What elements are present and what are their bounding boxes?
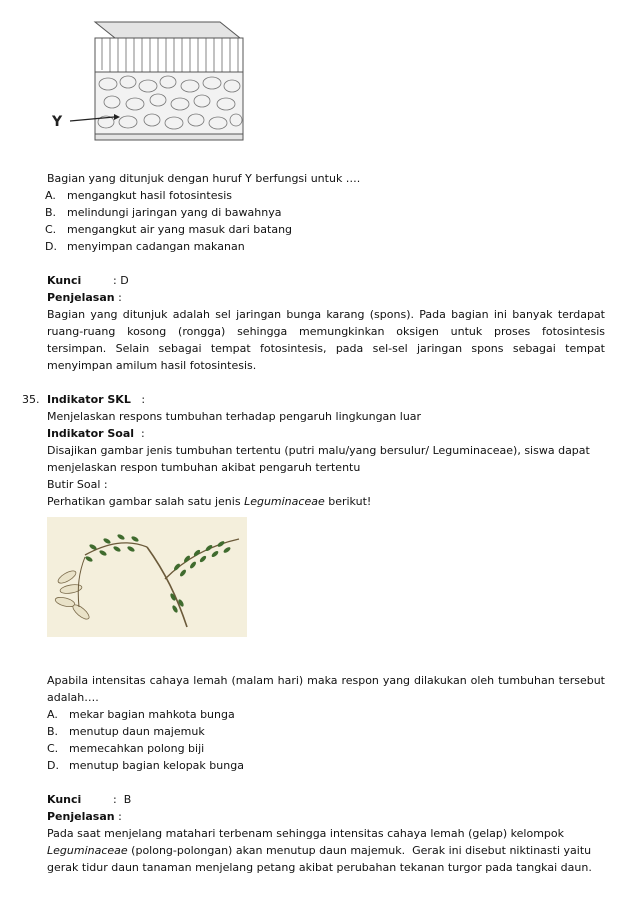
explanation-line: [47, 844, 591, 858]
answer-key: [47, 274, 129, 288]
answer-key-label: Kunci: [47, 793, 82, 806]
explanation-text: (polong-polongan) akan menutup daun majemuk. Gerak ini disebut niktinasti yaitu: [127, 844, 592, 857]
option-a: [47, 708, 235, 722]
option-letter: C.: [45, 223, 57, 236]
explanation-italic: Leguminaceae: [47, 844, 128, 857]
explanation-label: Penjelasan: [47, 291, 115, 304]
indikator-soal-heading: [47, 427, 145, 441]
question-number: 35.: [22, 393, 40, 406]
question-stem-line: Apabila intensitas cahaya lemah (malam hari) maka respon yang dilakukan oleh tumbuhan tersebut: [47, 674, 605, 687]
option-text: menutup bagian kelopak bunga: [69, 759, 244, 772]
option-c: [47, 742, 204, 756]
explanation-heading: [47, 810, 122, 824]
indikator-skl-label: Indikator SKL: [47, 393, 131, 406]
answer-key-value: : B: [113, 793, 132, 806]
explanation-heading: [47, 291, 122, 305]
answer-key: [47, 793, 131, 807]
leaf-cross-section-figure: [40, 0, 250, 150]
leguminaceae-plant-figure: [47, 517, 247, 637]
figure-label-y: Y: [52, 114, 63, 130]
option-text: mengangkut air yang masuk dari batang: [67, 223, 293, 236]
explanation-line: gerak tidur daun tanaman menjelang petang akibat perubahan tekanan turgor pada tangkai daun.: [47, 861, 592, 874]
explanation-line: ruang-ruang kosong (rongga) sehingga memungkinkan oksigen untuk proses fotosintesis: [47, 325, 605, 338]
explanation-colon: :: [114, 291, 122, 304]
question-stem-line: adalah….: [47, 691, 99, 704]
indikator-soal-colon: :: [134, 427, 145, 440]
answer-key-value: : D: [113, 274, 129, 287]
instruction-line: [47, 495, 371, 509]
explanation-line: tersimpan. Selain sebagai tempat fotosintesis, pada sel-sel jaringan spons sebagai tempat: [47, 342, 605, 355]
instruction-post: berikut!: [324, 495, 372, 508]
option-b: [47, 725, 205, 739]
option-text: menutup daun majemuk: [69, 725, 205, 738]
instruction-pre: Perhatikan gambar salah satu jenis: [47, 495, 245, 508]
option-b: [45, 206, 281, 220]
option-letter: C.: [47, 742, 59, 755]
explanation-line: Bagian yang ditunjuk adalah sel jaringan bunga karang (spons). Pada bagian ini banyak terdapat: [47, 308, 605, 321]
option-d: [47, 759, 244, 773]
option-c: [45, 223, 292, 237]
option-letter: B.: [45, 206, 57, 219]
explanation-line: Pada saat menjelang matahari terbenam sehingga intensitas cahaya lemah (gelap) kelompok: [47, 827, 565, 840]
option-text: melindungi jaringan yang di bawahnya: [67, 206, 282, 219]
indikator-soal-label: Indikator Soal: [47, 427, 135, 440]
explanation-label: Penjelasan: [47, 810, 115, 823]
explanation-line: menyimpan amilum hasil fotosintesis.: [47, 359, 257, 372]
option-text: memecahkan polong biji: [69, 742, 205, 755]
indikator-soal-line: Disajikan gambar jenis tumbuhan tertentu (putri malu/yang bersulur/ Leguminaceae), siswa dapat: [47, 444, 590, 457]
indikator-skl-text: Menjelaskan respons tumbuhan terhadap pengaruh lingkungan luar: [47, 410, 422, 423]
option-text: mekar bagian mahkota bunga: [69, 708, 235, 721]
indikator-soal-line: menjelaskan respon tumbuhan akibat pengaruh tertentu: [47, 461, 361, 474]
option-letter: D.: [45, 240, 57, 253]
indikator-skl-colon: :: [130, 393, 146, 406]
indikator-skl-heading: [47, 393, 145, 407]
explanation-colon: :: [114, 810, 122, 823]
option-letter: D.: [47, 759, 59, 772]
option-letter: A.: [47, 708, 58, 721]
question-stem: Bagian yang ditunjuk dengan huruf Y berfungsi untuk ….: [47, 172, 361, 185]
answer-key-label: Kunci: [47, 274, 82, 287]
option-text: mengangkut hasil fotosintesis: [67, 189, 232, 202]
option-text: menyimpan cadangan makanan: [67, 240, 245, 253]
butir-soal-label: Butir Soal :: [47, 478, 108, 491]
option-letter: A.: [45, 189, 56, 202]
option-d: [45, 240, 245, 254]
option-a: [45, 189, 232, 203]
option-letter: B.: [47, 725, 59, 738]
instruction-italic: Leguminaceae: [244, 495, 325, 508]
